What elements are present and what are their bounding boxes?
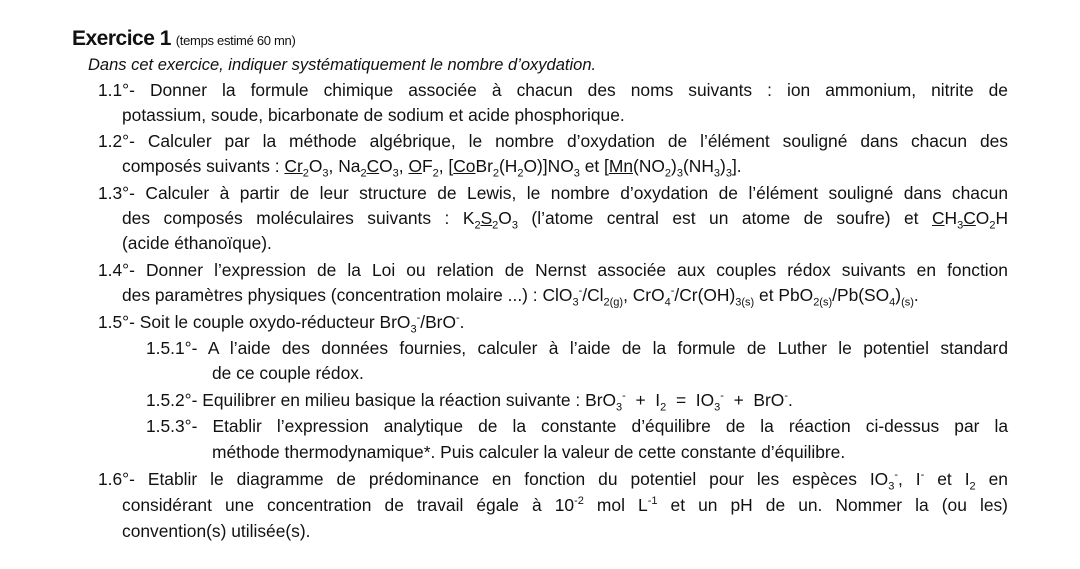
- question-1-6-line-3: convention(s) utilisée(s).: [122, 521, 311, 541]
- question-1-1-line-2: potassium, soude, bicarbonate de sodium et acide phosphorique.: [122, 105, 625, 125]
- question-text: composés suivants :: [122, 156, 280, 176]
- exercise-duration: (temps estimé 60 mn): [175, 33, 296, 48]
- question-text: (l’atome central est un atome de soufre) et: [531, 208, 919, 228]
- question-number: 1.2°-: [98, 131, 135, 151]
- question-text: Donner l’expression de la Loi ou relation de Nernst associée aux couples rédox suivants en fonction: [145, 260, 1008, 280]
- question-1-4-line-1: [98, 259, 1008, 281]
- question-1-5-1-line-2: de ce couple rédox.: [212, 363, 364, 383]
- question-text: Etablir l’expression analytique de la constante d’équilibre de la réaction ci-dessus par la: [212, 416, 1008, 436]
- question-1-2-line-1: [98, 130, 1008, 152]
- question-number: 1.4°-: [98, 260, 135, 280]
- question-number: 1.1°-: [98, 80, 135, 100]
- species-list: $IO_3^-$, I- et $I_2$ en: [869, 469, 1008, 493]
- formula-acetic-acid: $CH_3CO_2H$: [931, 208, 1008, 232]
- question-text: considérant une concentration de travail égale à: [122, 495, 542, 515]
- reaction-equation: $BrO_3^- + I_2 = IO_3^- + BrO^-$.: [585, 390, 793, 414]
- question-1-3-line-1: [98, 182, 1008, 204]
- question-1-1-line-1: [98, 79, 1008, 101]
- question-number: 1.5.3°-: [146, 416, 198, 436]
- question-number: 1.5.1°-: [146, 338, 198, 358]
- exercise-heading: [72, 28, 295, 52]
- exercise-title: Exercice 1: [72, 27, 171, 50]
- redox-couple-list: $ClO_3^-/Cl_{2(g)}$, $CrO_4^-/Cr(OH)_{3(s)}$ et $PbO_{2(s)}/Pb(SO_4)_{(s)}$.: [542, 285, 919, 309]
- question-1-5-line-1: [98, 311, 465, 336]
- question-text: et un pH de un. Nommer la (ou les): [670, 495, 1008, 515]
- question-1-5-3-line-2: méthode thermodynamique*. Puis calculer la valeur de cette constante d’équilibre.: [212, 442, 846, 462]
- question-text: Etablir le diagramme de prédominance en fonction du potentiel pour les espèces: [147, 469, 857, 489]
- question-1-6-line-2: [122, 494, 1008, 516]
- question-text: Calculer par la méthode algébrique, le nombre d’oxydation de l’élément souligné dans chacun des: [147, 131, 1008, 151]
- formula-bromate-couple: BrO$_3$-/BrO-.: [379, 312, 465, 336]
- exercise-intro: Dans cet exercice, indiquer systématiquement le nombre d’oxydation.: [88, 56, 597, 74]
- question-1-5-1-line-1: [146, 337, 1008, 359]
- question-text: des paramètres physiques (concentration molaire ...) :: [122, 285, 538, 305]
- question-text: A l’aide des données fournies, calculer à l’aide de la formule de Luther le potentiel standard: [207, 338, 1009, 358]
- question-text: Donner la formule chimique associée à chacun des noms suivants : ion ammonium, nitrite de: [149, 80, 1008, 100]
- question-text: Calculer à partir de leur structure de Lewis, le nombre d’oxydation de l’élément souligné dans chacun: [145, 183, 1008, 203]
- question-number: 1.5°-: [98, 312, 135, 332]
- question-1-5-3-line-1: [146, 415, 1008, 437]
- question-1-6-line-1: [98, 468, 1008, 493]
- question-1-3-line-2: [122, 207, 1008, 232]
- concentration-value: $10^{-2}$ mol $L^{-1}$: [554, 495, 658, 515]
- question-number: 1.5.2°-: [146, 390, 198, 410]
- question-text: Equilibrer en milieu basique la réaction suivante :: [202, 390, 581, 410]
- question-1-4-line-2: [122, 284, 919, 309]
- question-number: 1.3°-: [98, 183, 135, 203]
- question-number: 1.6°-: [98, 469, 135, 489]
- compound-list: $Cr_2O_3$, $Na_2CO_3$, $OF_2$, $[CoBr_2(H_2O)]NO_3$ et $[Mn(NO_2)_3(NH_3)_3]$.: [284, 156, 742, 180]
- question-text: des composés moléculaires suivants :: [122, 208, 450, 228]
- question-1-2-line-2: [122, 155, 742, 180]
- formula-thiosulfate: $K_2S_2O_3$: [462, 208, 518, 232]
- question-1-3-line-3: (acide éthanoïque).: [122, 233, 272, 253]
- question-text: Soit le couple oxydo-réducteur: [139, 312, 375, 332]
- question-1-5-2-line-1: [146, 389, 793, 414]
